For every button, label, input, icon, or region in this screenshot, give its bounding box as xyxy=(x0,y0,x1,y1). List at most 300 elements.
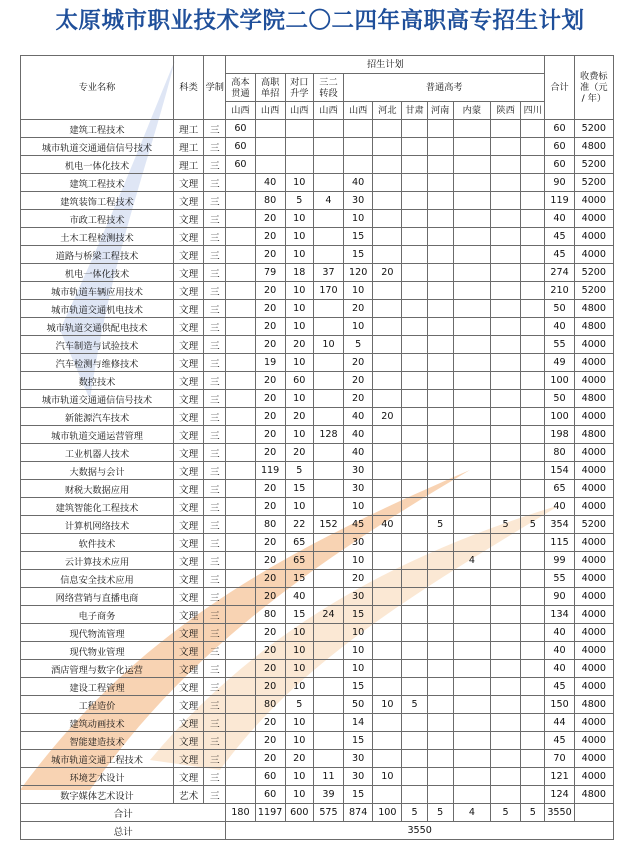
table-cell xyxy=(226,192,255,210)
major-name-cell: 软件技术 xyxy=(21,534,174,552)
table-cell: 15 xyxy=(285,570,313,588)
table-cell xyxy=(313,246,343,264)
table-cell xyxy=(285,138,313,156)
table-cell xyxy=(490,192,520,210)
table-cell: 4000 xyxy=(574,408,613,426)
table-cell xyxy=(521,138,545,156)
table-cell xyxy=(427,462,453,480)
table-cell: 三 xyxy=(204,300,226,318)
table-cell xyxy=(313,678,343,696)
table-cell xyxy=(453,768,490,786)
table-row xyxy=(21,750,614,768)
table-cell xyxy=(285,120,313,138)
table-cell xyxy=(226,570,255,588)
table-cell xyxy=(453,786,490,804)
table-cell: 80 xyxy=(255,516,285,534)
table-cell xyxy=(490,264,520,282)
table-cell: 4800 xyxy=(574,390,613,408)
table-cell xyxy=(453,156,490,174)
table-cell: 10 xyxy=(344,552,373,570)
table-cell: 三 xyxy=(204,336,226,354)
table-cell: 20 xyxy=(255,480,285,498)
table-cell xyxy=(490,498,520,516)
table-cell xyxy=(453,138,490,156)
subtotal-cell: 1197 xyxy=(255,804,285,822)
table-cell: 文理 xyxy=(174,336,204,354)
table-cell: 三 xyxy=(204,390,226,408)
table-cell xyxy=(490,390,520,408)
table-cell: 70 xyxy=(545,750,574,768)
table-cell xyxy=(490,174,520,192)
table-cell: 20 xyxy=(255,372,285,390)
table-row xyxy=(21,174,614,192)
table-cell xyxy=(521,120,545,138)
table-cell xyxy=(490,120,520,138)
table-cell xyxy=(427,624,453,642)
major-name-cell: 城市轨道交通通信信号技术 xyxy=(21,138,174,156)
table-row xyxy=(21,516,614,534)
table-cell: 30 xyxy=(344,768,373,786)
table-cell: 90 xyxy=(545,174,574,192)
table-cell: 5 xyxy=(490,516,520,534)
table-cell xyxy=(226,786,255,804)
major-name-cell: 城市轨道交通通信信号技术 xyxy=(21,390,174,408)
major-name-cell: 城市轨道交通运营管理 xyxy=(21,426,174,444)
major-name-cell: 建设工程管理 xyxy=(21,678,174,696)
table-cell xyxy=(373,336,402,354)
table-cell: 10 xyxy=(285,210,313,228)
major-name-cell: 建筑工程技术 xyxy=(21,174,174,192)
header-province: 山西 xyxy=(344,102,373,120)
table-cell: 198 xyxy=(545,426,574,444)
table-cell xyxy=(402,480,427,498)
subtotal-cell: 874 xyxy=(344,804,373,822)
table-cell: 60 xyxy=(226,156,255,174)
table-cell: 128 xyxy=(313,426,343,444)
table-cell xyxy=(402,462,427,480)
table-cell xyxy=(521,264,545,282)
table-cell: 5200 xyxy=(574,516,613,534)
table-cell xyxy=(373,426,402,444)
table-cell xyxy=(226,678,255,696)
table-cell xyxy=(521,786,545,804)
table-cell xyxy=(521,156,545,174)
table-cell: 文理 xyxy=(174,462,204,480)
table-cell xyxy=(427,408,453,426)
table-cell: 60 xyxy=(255,768,285,786)
major-name-cell: 机电一体化技术 xyxy=(21,156,174,174)
major-name-cell: 汽车制造与试验技术 xyxy=(21,336,174,354)
table-cell: 文理 xyxy=(174,228,204,246)
table-cell xyxy=(373,210,402,228)
table-cell xyxy=(453,354,490,372)
table-cell xyxy=(373,678,402,696)
table-cell xyxy=(521,228,545,246)
table-cell: 三 xyxy=(204,372,226,390)
table-cell: 理工 xyxy=(174,138,204,156)
table-cell xyxy=(490,444,520,462)
table-cell: 10 xyxy=(285,318,313,336)
table-cell xyxy=(427,318,453,336)
table-cell: 60 xyxy=(226,120,255,138)
table-cell: 10 xyxy=(285,282,313,300)
table-cell: 15 xyxy=(344,678,373,696)
table-cell: 三 xyxy=(204,588,226,606)
table-cell: 4000 xyxy=(574,336,613,354)
table-cell xyxy=(453,606,490,624)
table-cell: 30 xyxy=(344,750,373,768)
table-cell: 19 xyxy=(255,354,285,372)
subtotal-cell: 575 xyxy=(313,804,343,822)
table-cell xyxy=(490,318,520,336)
table-cell: 20 xyxy=(285,408,313,426)
table-cell: 4000 xyxy=(574,246,613,264)
table-cell: 理工 xyxy=(174,156,204,174)
table-row xyxy=(21,444,614,462)
table-cell: 三 xyxy=(204,786,226,804)
table-cell xyxy=(427,192,453,210)
table-cell: 20 xyxy=(255,210,285,228)
table-cell: 15 xyxy=(285,480,313,498)
table-cell xyxy=(402,192,427,210)
table-cell: 文理 xyxy=(174,552,204,570)
table-cell: 三 xyxy=(204,498,226,516)
table-cell: 三 xyxy=(204,228,226,246)
table-row xyxy=(21,480,614,498)
table-cell: 20 xyxy=(344,570,373,588)
table-cell xyxy=(453,678,490,696)
table-cell xyxy=(402,264,427,282)
table-cell xyxy=(226,246,255,264)
table-cell: 154 xyxy=(545,462,574,480)
table-cell xyxy=(453,264,490,282)
table-cell: 5 xyxy=(521,516,545,534)
table-cell: 134 xyxy=(545,606,574,624)
table-row xyxy=(21,534,614,552)
table-cell xyxy=(427,534,453,552)
table-cell xyxy=(490,786,520,804)
table-row xyxy=(21,120,614,138)
table-cell: 30 xyxy=(344,480,373,498)
header-ptgk: 普通高考 xyxy=(344,74,545,102)
table-cell: 文理 xyxy=(174,480,204,498)
major-name-cell: 财税大数据应用 xyxy=(21,480,174,498)
table-cell xyxy=(427,642,453,660)
table-cell: 文理 xyxy=(174,300,204,318)
table-cell xyxy=(373,444,402,462)
table-cell: 20 xyxy=(344,390,373,408)
table-cell: 三 xyxy=(204,480,226,498)
table-row xyxy=(21,714,614,732)
table-row xyxy=(21,246,614,264)
table-cell: 80 xyxy=(545,444,574,462)
table-cell: 10 xyxy=(285,768,313,786)
table-cell xyxy=(521,246,545,264)
table-cell xyxy=(255,156,285,174)
table-cell xyxy=(427,228,453,246)
table-cell xyxy=(521,480,545,498)
table-cell xyxy=(490,408,520,426)
table-cell xyxy=(373,300,402,318)
table-cell: 4000 xyxy=(574,642,613,660)
table-cell xyxy=(521,426,545,444)
table-cell xyxy=(313,408,343,426)
table-cell: 20 xyxy=(373,408,402,426)
major-name-cell: 电子商务 xyxy=(21,606,174,624)
table-cell xyxy=(453,642,490,660)
subtotal-cell: 600 xyxy=(285,804,313,822)
table-cell: 15 xyxy=(344,228,373,246)
table-cell xyxy=(226,210,255,228)
table-cell: 10 xyxy=(344,282,373,300)
table-cell: 50 xyxy=(545,390,574,408)
table-cell xyxy=(521,606,545,624)
table-cell: 15 xyxy=(344,732,373,750)
table-cell: 5 xyxy=(285,462,313,480)
table-cell xyxy=(521,462,545,480)
table-cell xyxy=(453,462,490,480)
table-cell xyxy=(373,120,402,138)
table-cell: 10 xyxy=(373,696,402,714)
table-cell: 三 xyxy=(204,642,226,660)
header-province: 山西 xyxy=(313,102,343,120)
table-cell: 三 xyxy=(204,732,226,750)
grandtotal-row xyxy=(21,822,614,840)
table-cell xyxy=(490,678,520,696)
table-cell: 理工 xyxy=(174,120,204,138)
table-cell xyxy=(490,282,520,300)
table-cell xyxy=(402,552,427,570)
table-row xyxy=(21,264,614,282)
subtotal-cell: 4 xyxy=(453,804,490,822)
table-cell xyxy=(427,552,453,570)
table-cell xyxy=(402,516,427,534)
table-cell: 10 xyxy=(344,210,373,228)
table-cell: 44 xyxy=(545,714,574,732)
table-cell xyxy=(453,318,490,336)
table-cell xyxy=(427,264,453,282)
table-cell: 79 xyxy=(255,264,285,282)
table-cell: 三 xyxy=(204,714,226,732)
table-cell xyxy=(402,606,427,624)
table-cell: 10 xyxy=(373,768,402,786)
table-cell xyxy=(453,498,490,516)
table-row xyxy=(21,192,614,210)
table-cell xyxy=(521,174,545,192)
header-plan: 招生计划 xyxy=(226,56,545,74)
page-title: 太原城市职业技术学院二〇二四年高职高专招生计划 xyxy=(55,8,585,34)
table-cell xyxy=(344,138,373,156)
table-cell xyxy=(226,372,255,390)
table-cell xyxy=(521,732,545,750)
table-cell xyxy=(226,714,255,732)
table-cell: 22 xyxy=(285,516,313,534)
table-cell xyxy=(402,318,427,336)
table-cell: 152 xyxy=(313,516,343,534)
table-cell: 115 xyxy=(545,534,574,552)
table-cell xyxy=(490,588,520,606)
table-cell: 5200 xyxy=(574,156,613,174)
table-body xyxy=(21,120,614,840)
table-cell xyxy=(427,174,453,192)
table-cell xyxy=(226,318,255,336)
table-cell: 10 xyxy=(285,642,313,660)
table-cell xyxy=(490,732,520,750)
table-row xyxy=(21,678,614,696)
table-cell xyxy=(453,210,490,228)
table-cell xyxy=(313,552,343,570)
table-cell xyxy=(427,138,453,156)
table-cell: 文理 xyxy=(174,318,204,336)
table-cell: 10 xyxy=(285,786,313,804)
table-cell xyxy=(427,156,453,174)
table-cell xyxy=(402,390,427,408)
table-cell: 40 xyxy=(545,660,574,678)
table-cell: 40 xyxy=(344,444,373,462)
table-cell xyxy=(313,642,343,660)
table-cell xyxy=(453,732,490,750)
table-cell xyxy=(490,696,520,714)
table-cell: 10 xyxy=(285,624,313,642)
table-cell: 文理 xyxy=(174,642,204,660)
subtotal-cell: 5 xyxy=(521,804,545,822)
major-name-cell: 建筑装饰工程技术 xyxy=(21,192,174,210)
table-cell: 文理 xyxy=(174,588,204,606)
table-cell: 4000 xyxy=(574,552,613,570)
table-cell: 4 xyxy=(313,192,343,210)
major-name-cell: 道路与桥梁工程技术 xyxy=(21,246,174,264)
table-cell xyxy=(521,210,545,228)
table-cell xyxy=(373,354,402,372)
table-cell: 37 xyxy=(313,264,343,282)
table-cell: 三 xyxy=(204,426,226,444)
table-cell xyxy=(490,336,520,354)
header-bbgt: 高本 贯通 xyxy=(226,74,255,102)
subtotal-row xyxy=(21,804,614,822)
header-major: 专业名称 xyxy=(21,56,174,120)
table-cell: 65 xyxy=(285,552,313,570)
table-cell: 4000 xyxy=(574,498,613,516)
table-cell: 24 xyxy=(313,606,343,624)
table-cell xyxy=(373,714,402,732)
table-cell xyxy=(226,390,255,408)
table-cell: 20 xyxy=(255,300,285,318)
table-cell: 80 xyxy=(255,192,285,210)
table-cell: 100 xyxy=(545,372,574,390)
table-cell xyxy=(427,390,453,408)
table-cell xyxy=(226,588,255,606)
table-row xyxy=(21,138,614,156)
header-sezd: 三二 转段 xyxy=(313,74,343,102)
table-cell: 5 xyxy=(402,696,427,714)
table-cell: 10 xyxy=(285,498,313,516)
table-cell xyxy=(402,750,427,768)
table-cell xyxy=(521,336,545,354)
table-cell xyxy=(373,606,402,624)
header-dksx: 对口 升学 xyxy=(285,74,313,102)
table-cell: 65 xyxy=(545,480,574,498)
table-cell: 20 xyxy=(255,624,285,642)
table-cell: 4000 xyxy=(574,480,613,498)
table-cell xyxy=(226,480,255,498)
table-cell xyxy=(402,174,427,192)
major-name-cell: 云计算技术应用 xyxy=(21,552,174,570)
table-cell xyxy=(373,498,402,516)
table-cell xyxy=(402,768,427,786)
table-cell xyxy=(373,732,402,750)
table-cell: 60 xyxy=(545,156,574,174)
table-cell xyxy=(402,138,427,156)
header-province: 内蒙 xyxy=(453,102,490,120)
table-cell: 40 xyxy=(255,174,285,192)
table-cell: 文理 xyxy=(174,624,204,642)
table-cell xyxy=(402,678,427,696)
table-cell xyxy=(313,480,343,498)
table-cell: 40 xyxy=(545,210,574,228)
table-cell xyxy=(490,642,520,660)
subtotal-label: 合计 xyxy=(21,804,226,822)
table-cell xyxy=(490,624,520,642)
table-cell: 文理 xyxy=(174,426,204,444)
table-cell xyxy=(402,570,427,588)
table-cell: 文理 xyxy=(174,282,204,300)
table-cell xyxy=(344,120,373,138)
table-cell: 三 xyxy=(204,192,226,210)
subtotal-cell: 100 xyxy=(373,804,402,822)
table-cell: 4 xyxy=(453,552,490,570)
table-cell: 20 xyxy=(255,660,285,678)
table-cell: 40 xyxy=(545,624,574,642)
table-cell: 30 xyxy=(344,192,373,210)
table-cell xyxy=(490,210,520,228)
major-name-cell: 建筑智能化工程技术 xyxy=(21,498,174,516)
table-cell: 11 xyxy=(313,768,343,786)
major-name-cell: 城市轨道交通机电技术 xyxy=(21,300,174,318)
table-cell: 5200 xyxy=(574,282,613,300)
major-name-cell: 环境艺术设计 xyxy=(21,768,174,786)
table-cell xyxy=(313,714,343,732)
table-cell: 20 xyxy=(373,264,402,282)
table-cell: 4000 xyxy=(574,372,613,390)
table-cell: 150 xyxy=(545,696,574,714)
table-cell: 20 xyxy=(255,642,285,660)
table-cell: 119 xyxy=(545,192,574,210)
table-cell: 4000 xyxy=(574,660,613,678)
table-cell: 三 xyxy=(204,678,226,696)
table-cell: 15 xyxy=(344,246,373,264)
table-cell: 文理 xyxy=(174,750,204,768)
table-cell: 50 xyxy=(545,300,574,318)
table-cell xyxy=(313,660,343,678)
table-cell xyxy=(313,228,343,246)
table-cell xyxy=(373,390,402,408)
table-cell xyxy=(226,624,255,642)
table-row xyxy=(21,318,614,336)
table-cell: 文理 xyxy=(174,678,204,696)
table-cell xyxy=(373,372,402,390)
table-cell xyxy=(453,174,490,192)
table-cell: 文理 xyxy=(174,696,204,714)
table-cell xyxy=(226,768,255,786)
table-cell xyxy=(373,624,402,642)
table-cell: 20 xyxy=(285,750,313,768)
table-cell: 120 xyxy=(344,264,373,282)
header-province: 河南 xyxy=(427,102,453,120)
table-cell: 5 xyxy=(344,336,373,354)
table-cell xyxy=(521,372,545,390)
major-name-cell: 数控技术 xyxy=(21,372,174,390)
table-cell xyxy=(521,534,545,552)
